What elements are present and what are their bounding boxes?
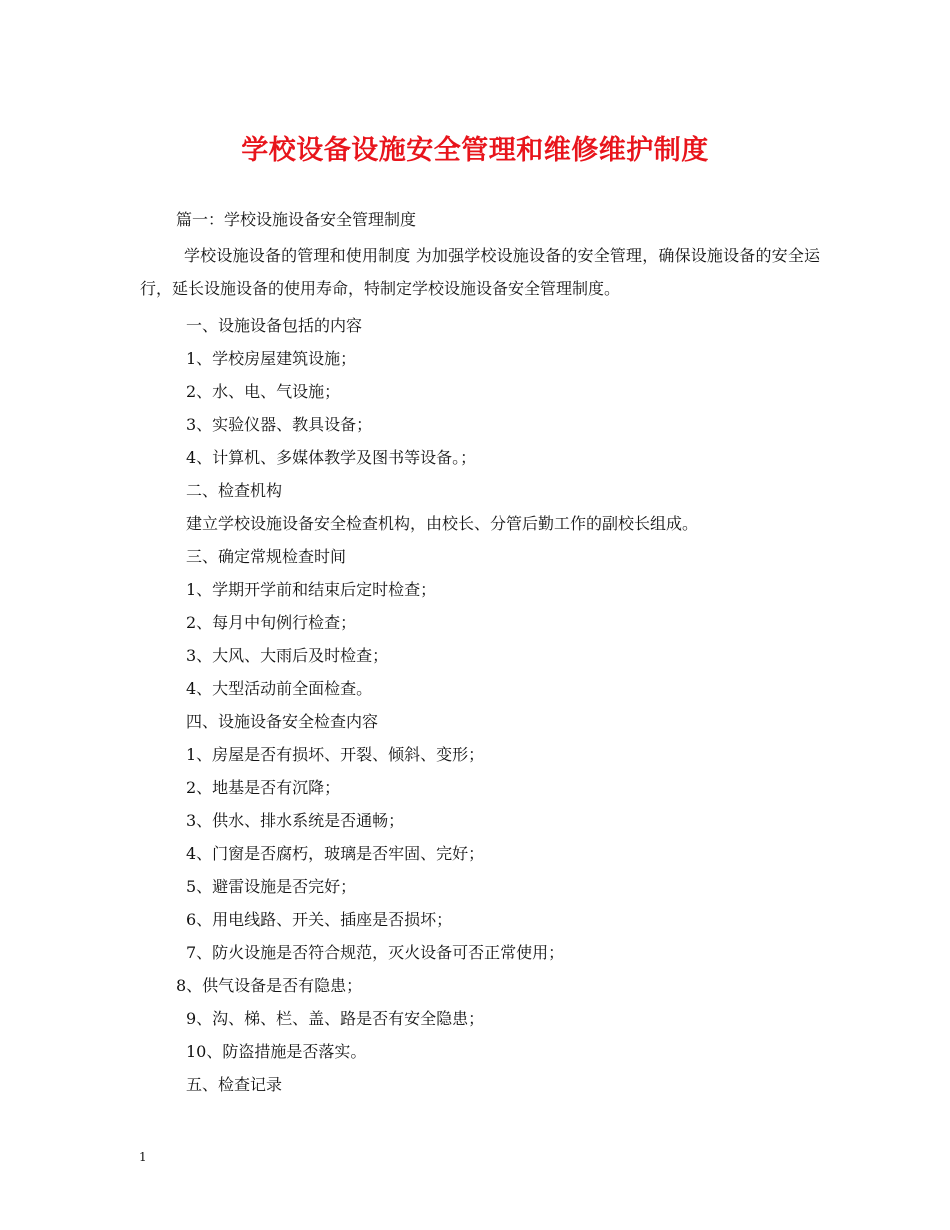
text-line: 一、设施设备包括的内容 [186,316,363,335]
text-line: 8、供气设备是否有隐患； [176,976,363,995]
text-line: 9、沟、梯、栏、盖、路是否有安全隐患； [186,1009,485,1028]
text-line: 2、地基是否有沉降； [186,778,341,797]
text-line: 10、防盗措施是否落实。 [186,1042,367,1061]
text-line: 1、房屋是否有损坏、开裂、倾斜、变形； [186,745,485,764]
text-line: 建立学校设施设备安全检查机构，由校长、分管后勤工作的副校长组成。 [186,514,699,533]
text-line: 4、计算机、多媒体教学及图书等设备。； [186,448,477,467]
text-line: 4、门窗是否腐朽，玻璃是否牢固、完好； [186,844,485,863]
text-line: 6、用电线路、开关、插座是否损坏； [186,910,453,929]
text-line: 1、学校房屋建筑设施； [186,349,357,368]
text-line: 7、防火设施是否符合规范，灭火设备可否正常使用； [186,943,565,962]
text-line: 四、设施设备安全检查内容 [186,712,379,731]
text-line: 4、大型活动前全面检查。 [186,679,373,698]
section-heading: 篇一：学校设施设备安全管理制度 [176,210,417,229]
text-line: 3、供水、排水系统是否通畅； [186,811,405,830]
text-line: 3、实验仪器、教具设备； [186,415,373,434]
text-line: 二、检查机构 [186,481,283,500]
intro-paragraph: 学校设施设备的管理和使用制度 为加强学校设施设备的安全管理，确保设施设备的安全运行，延长设施设备的使用寿命，特制定学校设施设备安全管理制度。 [140,246,820,298]
text-line: 2、每月中旬例行检查； [186,613,357,632]
text-line: 2、水、电、气设施； [186,382,341,401]
text-line: 1、学期开学前和结束后定时检查； [186,580,437,599]
text-line: 5、避雷设施是否完好； [186,877,357,896]
text-line: 三、确定常规检查时间 [186,547,347,566]
document-title: 学校设备设施安全管理和维修维护制度 [241,135,709,166]
text-line: 五、检查记录 [186,1075,283,1094]
page-number: 1 [139,1150,147,1164]
text-line: 3、大风、大雨后及时检查； [186,646,389,665]
